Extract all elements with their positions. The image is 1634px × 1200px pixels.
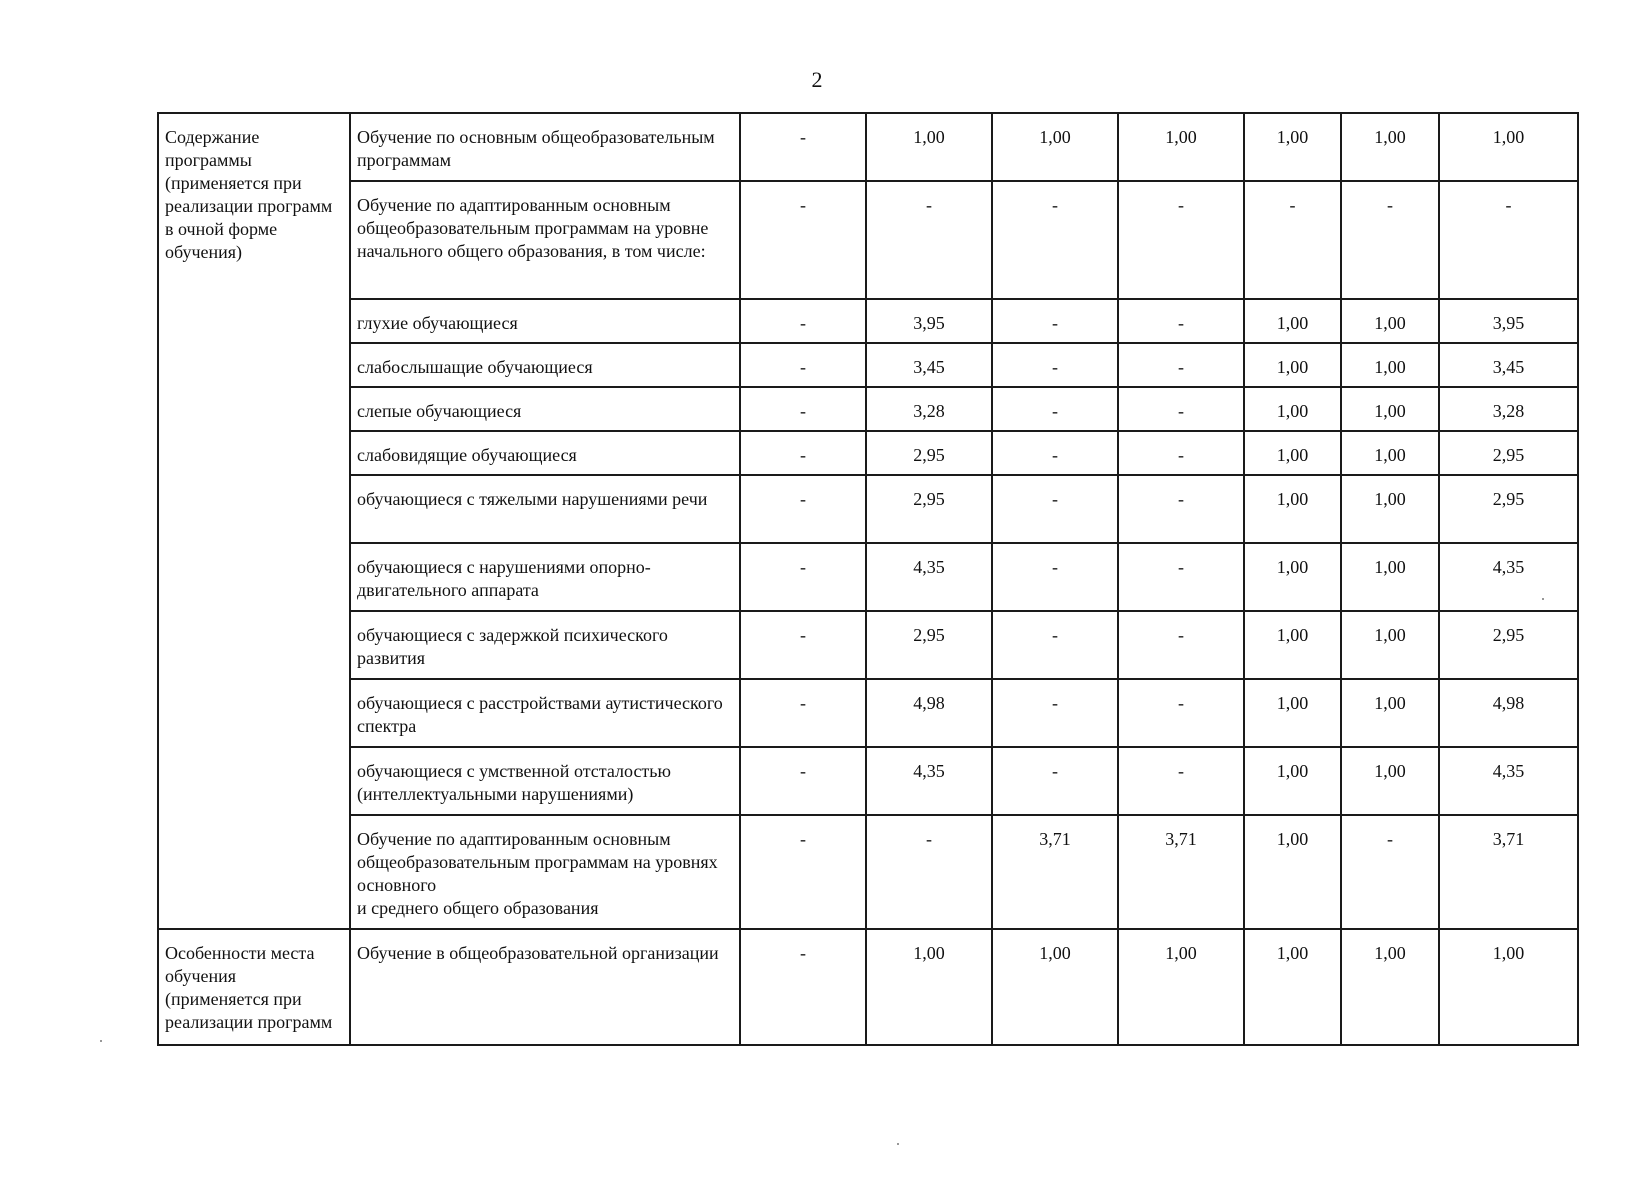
coefficient-value: 1,00 xyxy=(1341,113,1439,181)
coefficient-value: - xyxy=(740,181,866,299)
table-row xyxy=(158,343,1578,387)
coefficient-value: 1,00 xyxy=(1341,929,1439,1045)
coefficient-value: - xyxy=(992,343,1118,387)
scan-speck xyxy=(1542,598,1544,600)
coefficient-value: - xyxy=(866,181,992,299)
coefficient-value: 3,71 xyxy=(1118,815,1244,929)
coefficient-value: 1,00 xyxy=(1341,431,1439,475)
coefficient-value: - xyxy=(992,611,1118,679)
coefficient-value: - xyxy=(866,815,992,929)
coefficient-value: 3,45 xyxy=(1439,343,1578,387)
table-row xyxy=(158,181,1578,299)
coefficient-value: 1,00 xyxy=(1244,343,1341,387)
coefficient-value: - xyxy=(992,679,1118,747)
coefficient-value: 3,71 xyxy=(992,815,1118,929)
table-row xyxy=(158,679,1578,747)
coefficient-value: 4,98 xyxy=(1439,679,1578,747)
table-body xyxy=(158,113,1578,1045)
coefficient-value: 4,35 xyxy=(866,747,992,815)
row-label: обучающиеся с тяжелыми нарушениями речи xyxy=(350,475,740,543)
coefficient-value: 1,00 xyxy=(1244,113,1341,181)
coefficient-value: 1,00 xyxy=(1244,815,1341,929)
coefficient-value: - xyxy=(740,929,866,1045)
coefficient-value: 3,28 xyxy=(866,387,992,431)
coefficient-value: 1,00 xyxy=(1341,387,1439,431)
coefficient-value: - xyxy=(1118,611,1244,679)
row-label: обучающиеся с задержкой психического развития xyxy=(350,611,740,679)
coefficient-value: 1,00 xyxy=(1244,299,1341,343)
coefficient-value: - xyxy=(1118,475,1244,543)
table-row xyxy=(158,543,1578,611)
coefficient-value: 4,35 xyxy=(1439,747,1578,815)
scan-speck xyxy=(100,1040,102,1042)
coefficient-value: 1,00 xyxy=(1439,113,1578,181)
coefficient-value: - xyxy=(1244,181,1341,299)
coefficient-value: - xyxy=(1341,181,1439,299)
table-row xyxy=(158,611,1578,679)
coefficient-value: - xyxy=(740,475,866,543)
coefficient-value: - xyxy=(992,431,1118,475)
coefficient-value: 1,00 xyxy=(1439,929,1578,1045)
coefficient-value: - xyxy=(1118,431,1244,475)
coefficient-value: - xyxy=(740,815,866,929)
coefficient-value: - xyxy=(740,343,866,387)
table-row xyxy=(158,929,1578,1045)
row-label: глухие обучающиеся xyxy=(350,299,740,343)
row-label: обучающиеся с умственной отсталостью (интеллектуальными нарушениями) xyxy=(350,747,740,815)
coefficient-value: - xyxy=(1118,747,1244,815)
coefficient-value: - xyxy=(740,747,866,815)
coefficient-value: - xyxy=(740,543,866,611)
coefficient-value: 2,95 xyxy=(1439,431,1578,475)
coefficient-value: 2,95 xyxy=(1439,475,1578,543)
coefficient-value: 3,45 xyxy=(866,343,992,387)
coefficient-value: 2,95 xyxy=(1439,611,1578,679)
coefficient-value: 3,95 xyxy=(1439,299,1578,343)
coefficient-value: 3,95 xyxy=(866,299,992,343)
coefficient-value: - xyxy=(1118,387,1244,431)
coefficient-value: 1,00 xyxy=(1341,747,1439,815)
table-row xyxy=(158,475,1578,543)
coefficient-value: - xyxy=(992,747,1118,815)
coefficient-value: - xyxy=(992,475,1118,543)
coefficient-value: - xyxy=(992,543,1118,611)
row-label: обучающиеся с нарушениями опорно-двигательного аппарата xyxy=(350,543,740,611)
table-row xyxy=(158,747,1578,815)
coefficient-value: 2,95 xyxy=(866,611,992,679)
section-label: Особенности места обучения (применяется при реализации программ xyxy=(158,929,350,1045)
row-label: Обучение по адаптированным основным общеобразовательным программам на уровне начального общего образования, в том числе: xyxy=(350,181,740,299)
coefficient-value: 1,00 xyxy=(1341,679,1439,747)
coefficient-value: 3,71 xyxy=(1439,815,1578,929)
coefficient-value: 1,00 xyxy=(1244,387,1341,431)
coefficient-value: 1,00 xyxy=(1118,929,1244,1045)
coefficient-value: - xyxy=(1118,181,1244,299)
coefficient-value: - xyxy=(740,679,866,747)
coefficient-value: 1,00 xyxy=(1341,475,1439,543)
coefficient-value: - xyxy=(740,113,866,181)
row-label: слепые обучающиеся xyxy=(350,387,740,431)
coefficient-value: - xyxy=(1118,543,1244,611)
coefficient-value: - xyxy=(740,611,866,679)
coefficient-value: 4,98 xyxy=(866,679,992,747)
table-row xyxy=(158,113,1578,181)
section-label: Содержание программы (применяется при реализации программ в очной форме обучения) xyxy=(158,113,350,929)
row-label: слабослышащие обучающиеся xyxy=(350,343,740,387)
coefficient-value: - xyxy=(740,431,866,475)
coefficient-value: - xyxy=(740,299,866,343)
coefficient-value: 1,00 xyxy=(866,929,992,1045)
coefficient-value: - xyxy=(992,181,1118,299)
coefficient-value: 1,00 xyxy=(1341,299,1439,343)
coefficient-value: 1,00 xyxy=(1341,543,1439,611)
coefficient-value: 4,35 xyxy=(866,543,992,611)
coefficient-value: - xyxy=(1118,679,1244,747)
row-label: Обучение по адаптированным основным общеобразовательным программам на уровнях основного и среднего общего образования xyxy=(350,815,740,929)
coefficient-value: 2,95 xyxy=(866,475,992,543)
coefficient-value: 1,00 xyxy=(1244,543,1341,611)
coefficient-value: - xyxy=(992,387,1118,431)
coefficient-value: - xyxy=(1118,343,1244,387)
scan-speck xyxy=(897,1143,899,1145)
coefficient-value: 3,28 xyxy=(1439,387,1578,431)
row-label: обучающиеся с расстройствами аутистического спектра xyxy=(350,679,740,747)
coefficient-value: 1,00 xyxy=(1244,929,1341,1045)
coefficient-value: - xyxy=(1439,181,1578,299)
coefficient-value: 1,00 xyxy=(1244,431,1341,475)
table-row xyxy=(158,431,1578,475)
coefficient-value: 1,00 xyxy=(1244,747,1341,815)
page-number: 2 xyxy=(811,67,823,92)
table-row xyxy=(158,815,1578,929)
row-label: Обучение по основным общеобразовательным программам xyxy=(350,113,740,181)
coefficient-value: 1,00 xyxy=(1341,611,1439,679)
coefficient-value: - xyxy=(992,299,1118,343)
coefficient-value: 1,00 xyxy=(1118,113,1244,181)
row-label: слабовидящие обучающиеся xyxy=(350,431,740,475)
coefficient-value: 1,00 xyxy=(992,929,1118,1045)
row-label: Обучение в общеобразовательной организации xyxy=(350,929,740,1045)
coefficient-value: 1,00 xyxy=(1244,475,1341,543)
coefficient-value: 1,00 xyxy=(1341,343,1439,387)
coefficient-value: - xyxy=(1118,299,1244,343)
coefficient-value: 1,00 xyxy=(992,113,1118,181)
coefficient-value: 1,00 xyxy=(1244,611,1341,679)
coefficient-value: 1,00 xyxy=(1244,679,1341,747)
coefficient-value: 2,95 xyxy=(866,431,992,475)
table-row xyxy=(158,299,1578,343)
coefficient-value: - xyxy=(1341,815,1439,929)
coefficient-value: 1,00 xyxy=(866,113,992,181)
coefficient-value: 4,35 xyxy=(1439,543,1578,611)
coefficient-value: - xyxy=(740,387,866,431)
coefficients-table xyxy=(157,112,1579,1046)
table-row xyxy=(158,387,1578,431)
